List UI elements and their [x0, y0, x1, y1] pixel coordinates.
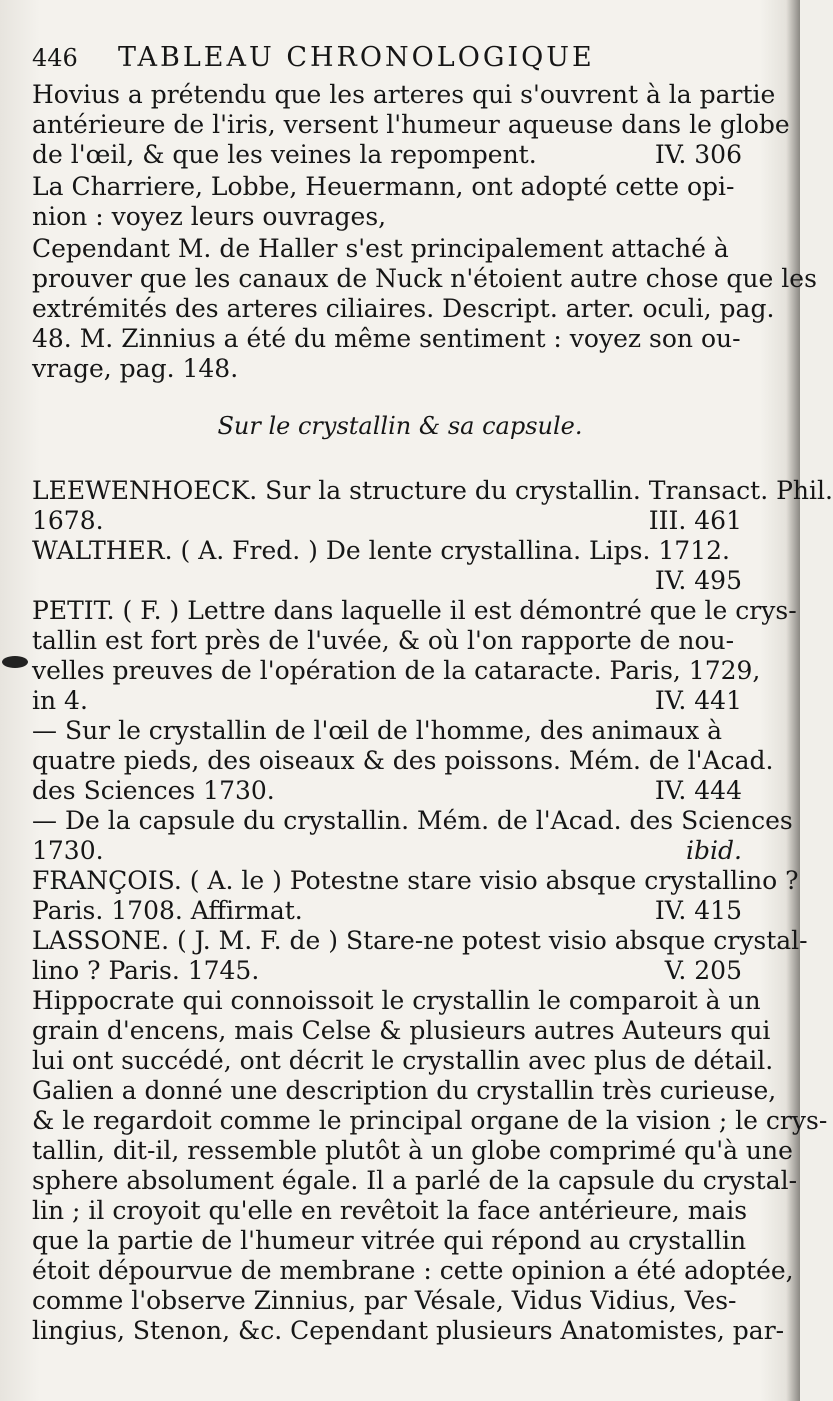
volume-reference: IV. 306 [654, 140, 742, 169]
text-line: lui ont succédé, ont décrit le crystallin avec plus de détail. [32, 1046, 774, 1075]
text-line: que la partie de l'humeur vitrée qui répond au crystallin [32, 1226, 747, 1255]
text-line: tallin est fort près de l'uvée, & où l'on rapporte de nou- [32, 626, 735, 655]
text-line: tallin, dit-il, ressemble plutôt à un globe comprimé qu'à une [32, 1136, 793, 1165]
text-line: in 4. IV. 441 [32, 686, 742, 715]
volume-reference: IV. 441 [654, 686, 742, 715]
text-line: nion : voyez leurs ouvrages, [32, 202, 387, 231]
text-line [32, 566, 742, 596]
bibliography-entry: WALTHER. ( A. Fred. ) De lente crystallina. Lips. 1712. [32, 536, 730, 565]
text-line: lin ; il croyoit qu'elle en revêtoit la face antérieure, mais [32, 1196, 748, 1225]
bibliography-entry: LASSONE. ( J. M. F. de ) Stare-ne potest visio absque crystal- [32, 926, 808, 955]
volume-reference: IV. 444 [654, 776, 742, 805]
bibliography-entry: — Sur le crystallin de l'œil de l'homme, des animaux à [32, 716, 723, 745]
running-title: TABLEAU CHRONOLOGIQUE [118, 42, 595, 73]
volume-reference: IV. 495 [654, 566, 742, 595]
volume-reference: III. 461 [648, 506, 742, 535]
text-line: extrémités des arteres ciliaires. Descript. arter. oculi, pag. [32, 294, 775, 323]
bibliography-entry: LEEWENHOECK. Sur la structure du crystallin. Transact. Phil. [32, 476, 833, 505]
page-number: 446 [32, 44, 78, 72]
text-line: 48. M. Zinnius a été du même sentiment : voyez son ou- [32, 324, 741, 353]
section-title: Sur le crystallin & sa capsule. [217, 412, 583, 440]
text-line: Galien a donné une description du crystallin très curieuse, [32, 1076, 777, 1105]
text-line: & le regardoit comme le principal organe de la vision ; le crys- [32, 1106, 828, 1135]
text-line: quatre pieds, des oiseaux & des poissons. Mém. de l'Acad. [32, 746, 774, 775]
text-line: Hippocrate qui connoissoit le crystallin le comparoit à un [32, 986, 761, 1015]
text-line: prouver que les canaux de Nuck n'étoient autre chose que les [32, 264, 817, 293]
text-line: des Sciences 1730. IV. 444 [32, 776, 742, 805]
text-line: étoit dépourvue de membrane : cette opinion a été adoptée, [32, 1256, 794, 1285]
bibliography-entry: — De la capsule du crystallin. Mém. de l'Acad. des Sciences [32, 806, 793, 835]
bibliography-entry: PETIT. ( F. ) Lettre dans laquelle il est démontré que le crys- [32, 596, 797, 625]
text-line: La Charriere, Lobbe, Heuermann, ont adopté cette opi- [32, 172, 735, 201]
text-line: de l'œil, & que les veines la repompent. IV. 306 [32, 140, 742, 169]
text-line: grain d'encens, mais Celse & plusieurs autres Auteurs qui [32, 1016, 771, 1045]
text-line: comme l'observe Zinnius, par Vésale, Vidus Vidius, Ves- [32, 1286, 737, 1315]
bibliography-entry: FRANÇOIS. ( A. le ) Potestne stare visio absque crystallino ? [32, 866, 799, 895]
text-line: velles preuves de l'opération de la cataracte. Paris, 1729, [32, 656, 761, 685]
text-line: 1678. III. 461 [32, 506, 742, 535]
text-line: Cependant M. de Haller s'est principalement attaché à [32, 234, 729, 263]
text-line: lino ? Paris. 1745. V. 205 [32, 956, 742, 985]
text-line: Paris. 1708. Affirmat. IV. 415 [32, 896, 742, 925]
text-line: antérieure de l'iris, versent l'humeur aqueuse dans le globe [32, 110, 790, 139]
text-line: sphere absolument égale. Il a parlé de la capsule du crystal- [32, 1166, 798, 1195]
text-line: vrage, pag. 148. [32, 354, 239, 383]
text-line: Hovius a prétendu que les arteres qui s'ouvrent à la partie [32, 80, 776, 109]
volume-reference: ibid. [686, 836, 742, 865]
text-line: lingius, Stenon, &c. Cependant plusieurs Anatomistes, par- [32, 1316, 785, 1345]
volume-reference: IV. 415 [654, 896, 742, 925]
margin-ink-mark [2, 656, 28, 668]
text-line: 1730. ibid. [32, 836, 742, 865]
running-header [32, 40, 752, 80]
volume-reference: V. 205 [664, 956, 742, 985]
